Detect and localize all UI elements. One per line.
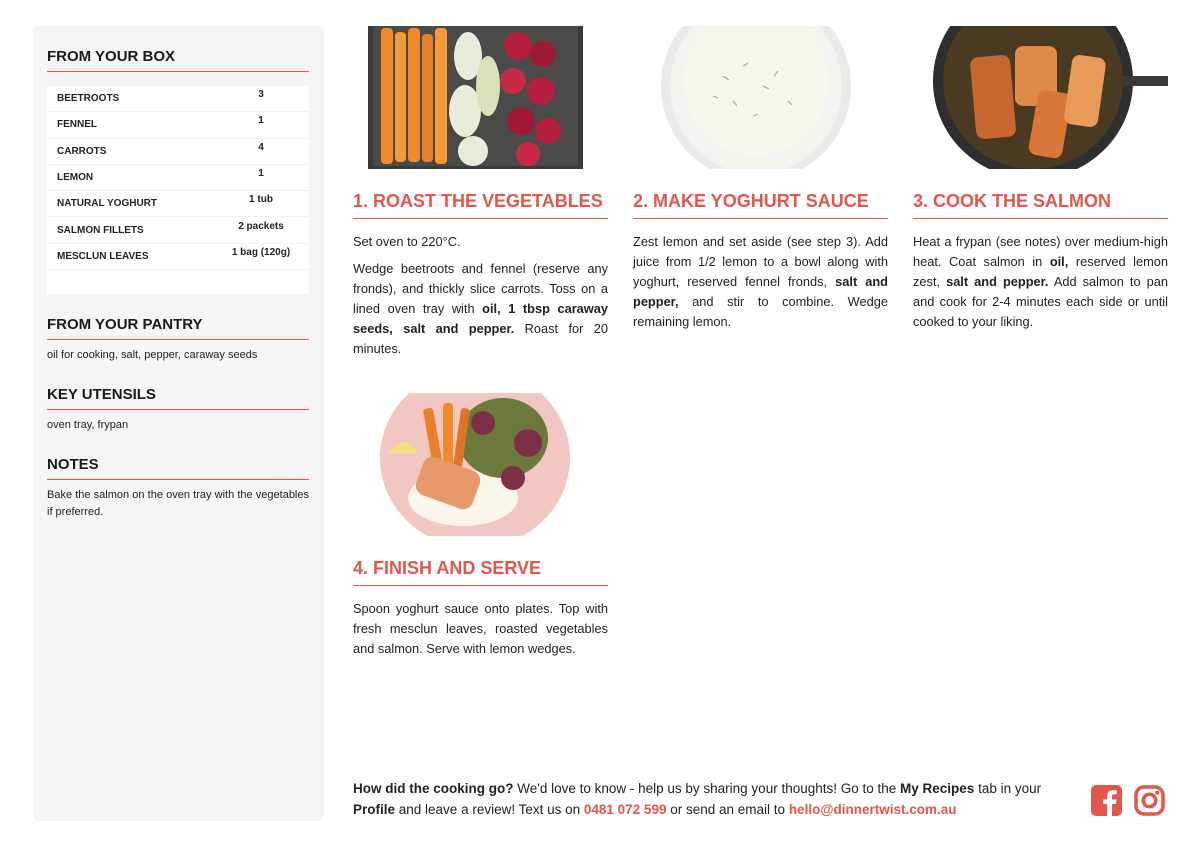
ingredient-qty: 1 tub	[249, 194, 273, 206]
step-text: Spoon yoghurt sauce onto plates. Top with fresh mesclun leaves, roasted vegetables and salmon. Serve with lemon wedges.	[353, 601, 608, 656]
ingredient-name: NATURAL YOGHURT	[57, 198, 157, 210]
step-text: Wedge beetroots and fennel (reserve any fronds), and thickly slice carrots. Toss on a lined oven tray with oil, 1 tbsp caraway seeds, salt and pepper. Roast for 20 minutes.	[353, 261, 608, 356]
plated-dish-image	[353, 393, 608, 536]
roasted-vegetables-image	[353, 26, 608, 169]
ingredient-qty: 3	[258, 89, 264, 101]
ingredient-name: CARROTS	[57, 145, 107, 157]
step-text: Heat a frypan (see notes) over medium-high heat. Coat salmon in oil, reserved lemon zest, salt and pepper. Add salmon to pan and cook for 2-4 minutes each side or until cooked to your liking.	[913, 234, 1168, 329]
notes-text: Bake the salmon on the oven tray with the vegetables if preferred.	[47, 489, 309, 518]
ingredient-name: BEETROOTS	[57, 93, 120, 105]
ingredient-row	[47, 217, 309, 243]
from-your-pantry-heading: FROM YOUR PANTRY	[47, 316, 309, 340]
notes-heading: NOTES	[47, 456, 309, 480]
step-4	[353, 393, 608, 666]
step-body	[913, 232, 1168, 332]
ingredient-qty: 1	[258, 168, 264, 180]
instagram-icon[interactable]	[1134, 785, 1165, 816]
step-3	[913, 26, 1168, 339]
ingredient-qty: 4	[258, 141, 264, 153]
ingredient-qty: 1	[258, 115, 264, 127]
ingredient-row	[47, 244, 309, 270]
step-body	[633, 232, 888, 332]
ingredient-row	[47, 191, 309, 217]
profile-label: Profile	[353, 802, 396, 817]
step-text: Set oven to 220°C.	[353, 234, 461, 249]
step-text: Zest lemon and set aside (see step 3). Add juice from 1/2 lemon to a bowl along with yoghurt, reserved fennel fronds, salt and pepper, and stir to combine. Wedge remaining lemon.	[633, 234, 888, 329]
step-title: 4. FINISH AND SERVE	[353, 558, 608, 586]
ingredient-name: SALMON FILLETS	[57, 224, 144, 236]
yoghurt-sauce-image	[633, 26, 888, 169]
ingredient-qty: 2 packets	[238, 220, 284, 232]
ingredient-qty: 1 bag (120g)	[231, 246, 291, 258]
salmon-frypan-image	[913, 26, 1168, 169]
ingredient-row	[47, 112, 309, 138]
step-title: 3. COOK THE SALMON	[913, 191, 1168, 219]
email-link[interactable]: hello@dinnertwist.com.au	[788, 802, 957, 817]
feedback-footer: How did the cooking go? We'd love to know - help us by sharing your thoughts! Go to the My Recipes tab in your Profile and leave a review! Text us on 0481 072 599 or send an email to hello@dinnertwist.com.au	[353, 781, 1042, 817]
utensils-text: oven tray, frypan	[47, 419, 129, 431]
phone-number-link[interactable]: 0481 072 599	[583, 802, 667, 817]
ingredient-name: MESCLUN LEAVES	[57, 250, 149, 262]
from-your-box-heading: FROM YOUR BOX	[47, 48, 309, 72]
ingredient-row	[47, 86, 309, 112]
ingredient-name: FENNEL	[57, 119, 97, 131]
pantry-text: oil for cooking, salt, pepper, caraway seeds	[47, 349, 258, 361]
feedback-question: How did the cooking go?	[353, 781, 514, 796]
ingredients-table	[47, 86, 309, 294]
step-body	[353, 232, 608, 359]
step-body	[353, 599, 608, 659]
ingredient-name: LEMON	[57, 172, 94, 184]
key-utensils-heading: KEY UTENSILS	[47, 386, 309, 410]
ingredient-row	[47, 165, 309, 191]
step-title: 2. MAKE YOGHURT SAUCE	[633, 191, 888, 219]
step-title: 1. ROAST THE VEGETABLES	[353, 191, 608, 219]
sidebar	[33, 26, 324, 821]
facebook-icon[interactable]	[1091, 785, 1122, 816]
ingredient-row	[47, 139, 309, 165]
step-2	[633, 26, 888, 339]
my-recipes-tab-label: My Recipes	[900, 781, 975, 796]
step-1	[353, 26, 608, 366]
